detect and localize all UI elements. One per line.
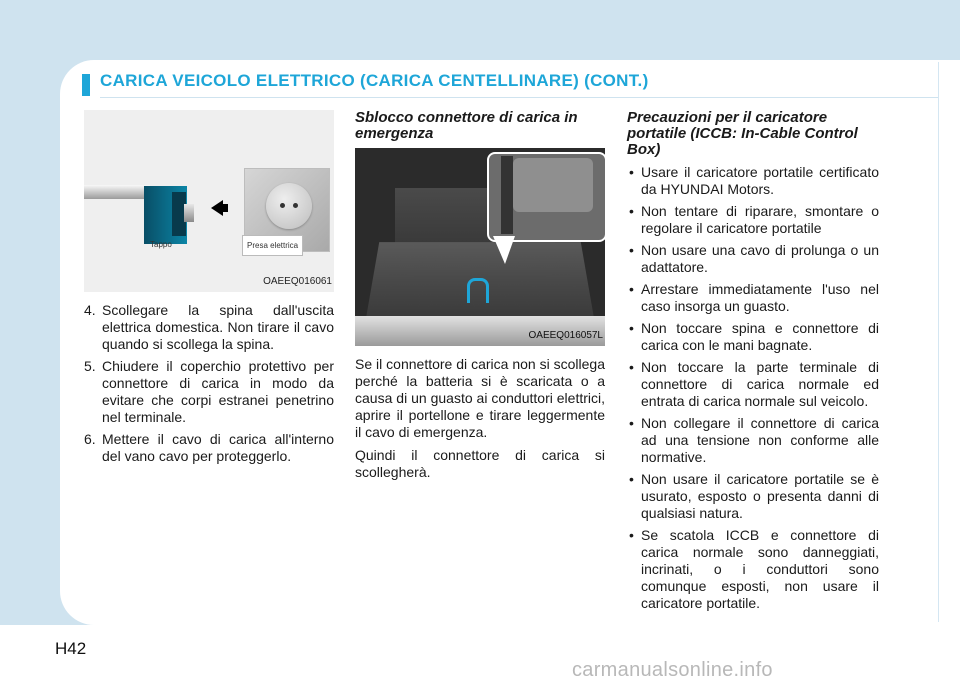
bullet-icon: •: [629, 242, 634, 258]
list-item: [627, 242, 879, 276]
header-accent-bar: [82, 74, 90, 96]
precaution-text: Non collegare il connettore di carica ad una tensione non conforme alle normative.: [641, 415, 879, 465]
figure-code: OAEEQ016061: [263, 276, 332, 287]
list-item: [627, 320, 879, 354]
page-number: H42: [55, 639, 87, 658]
precautions-heading: Precauzioni per il caricatore portatile (ICCB: In-Cable Control Box): [627, 109, 858, 158]
emergency-strap-illustration: [501, 156, 513, 234]
step-number: 6.: [84, 431, 96, 447]
precaution-text: Non toccare spina e connettore di carica con le mani bagnate.: [641, 320, 879, 353]
presa-label: Presa elettrica: [242, 235, 303, 256]
socket-ring-illustration: [266, 183, 312, 229]
list-item: [627, 359, 879, 410]
precaution-text: Se scatola ICCB e connettore di carica normale sono danneggiati, incrinati, o i conduttori sono comunque esposti, non usare il caricatore portatile.: [641, 527, 879, 611]
list-item: [627, 164, 879, 198]
bullet-icon: •: [629, 471, 634, 487]
step-text: Scollegare la spina dall'uscita elettrica domestica. Non tirare il cavo quando si scollega la spina.: [102, 302, 334, 352]
arrow-stem-icon: [222, 204, 228, 212]
column-1: [84, 110, 334, 470]
tappo-label: Tappo: [150, 240, 172, 249]
bullet-icon: •: [629, 203, 634, 219]
header-rule: [100, 97, 938, 98]
column-3: [627, 110, 879, 617]
watermark: carmanualsonline.info: [572, 659, 773, 681]
precaution-text: Non toccare la parte terminale di connettore di carica normale ed entrata di carica normale sul veicolo.: [641, 359, 879, 409]
list-item: [627, 527, 879, 612]
precaution-text: Non tentare di riparare, smontare o regolare il caricatore portatile: [641, 203, 879, 236]
list-item: [627, 415, 879, 466]
list-item: [84, 358, 334, 426]
bullet-icon: •: [629, 527, 634, 543]
list-item: [627, 203, 879, 237]
plug-socket-figure: [84, 110, 334, 292]
bullet-icon: •: [629, 281, 634, 297]
column-2: [355, 110, 605, 481]
list-item: [627, 471, 879, 522]
list-item: [84, 431, 334, 465]
bullet-icon: •: [629, 359, 634, 375]
step-text: Chiudere il coperchio protettivo per connettore di carica in modo da evitare che corpi estranei penetrino nel terminale.: [102, 358, 334, 425]
step-text: Mettere il cavo di carica all'interno del vano cavo per proteggerlo.: [102, 431, 334, 464]
bullet-icon: •: [629, 164, 634, 180]
callout-pointer: [493, 236, 515, 264]
plug-tip-illustration: [184, 204, 194, 222]
socket-hole-icon: [280, 203, 285, 208]
steps-list: [84, 302, 334, 465]
pull-arrow-icon: [467, 278, 489, 303]
emergency-paragraph: Se il connettore di carica non si scollega perché la batteria si è scaricata o a causa di un guasto ai conduttori elettrici, aprire il portellone e tirare leggermente il cavo di emergenza.: [355, 356, 605, 440]
bullet-icon: •: [629, 415, 634, 431]
section-title: CARICA VEICOLO ELETTRICO (CARICA CENTELLINARE) (CONT.): [100, 71, 649, 90]
emergency-paragraph: Quindi il connettore di carica si scollegherà.: [355, 447, 605, 480]
precautions-list: [627, 164, 879, 612]
precaution-text: Usare il caricatore portatile certificato da HYUNDAI Motors.: [641, 164, 879, 197]
precaution-text: Arrestare immediatamente l'uso nel caso insorga un guasto.: [641, 281, 879, 314]
cable-illustration: [84, 185, 150, 199]
figure-code: OAEEQ016057L: [528, 330, 603, 341]
list-item: [627, 281, 879, 315]
trunk-figure: [355, 148, 605, 346]
precaution-text: Non usare il caricatore portatile se è usurato, esposto o presenta danni di qualsiasi natura.: [641, 471, 879, 521]
step-number: 4.: [84, 302, 96, 318]
bullet-icon: •: [629, 320, 634, 336]
list-item: [84, 302, 334, 353]
step-number: 5.: [84, 358, 96, 374]
emergency-heading: Sblocco connettore di carica in emergenza: [355, 109, 578, 142]
precaution-text: Non usare una cavo di prolunga o un adattatore.: [641, 242, 879, 275]
socket-hole-icon: [293, 203, 298, 208]
panel-divider: [938, 62, 939, 622]
detail-inset-panel: [513, 158, 593, 212]
